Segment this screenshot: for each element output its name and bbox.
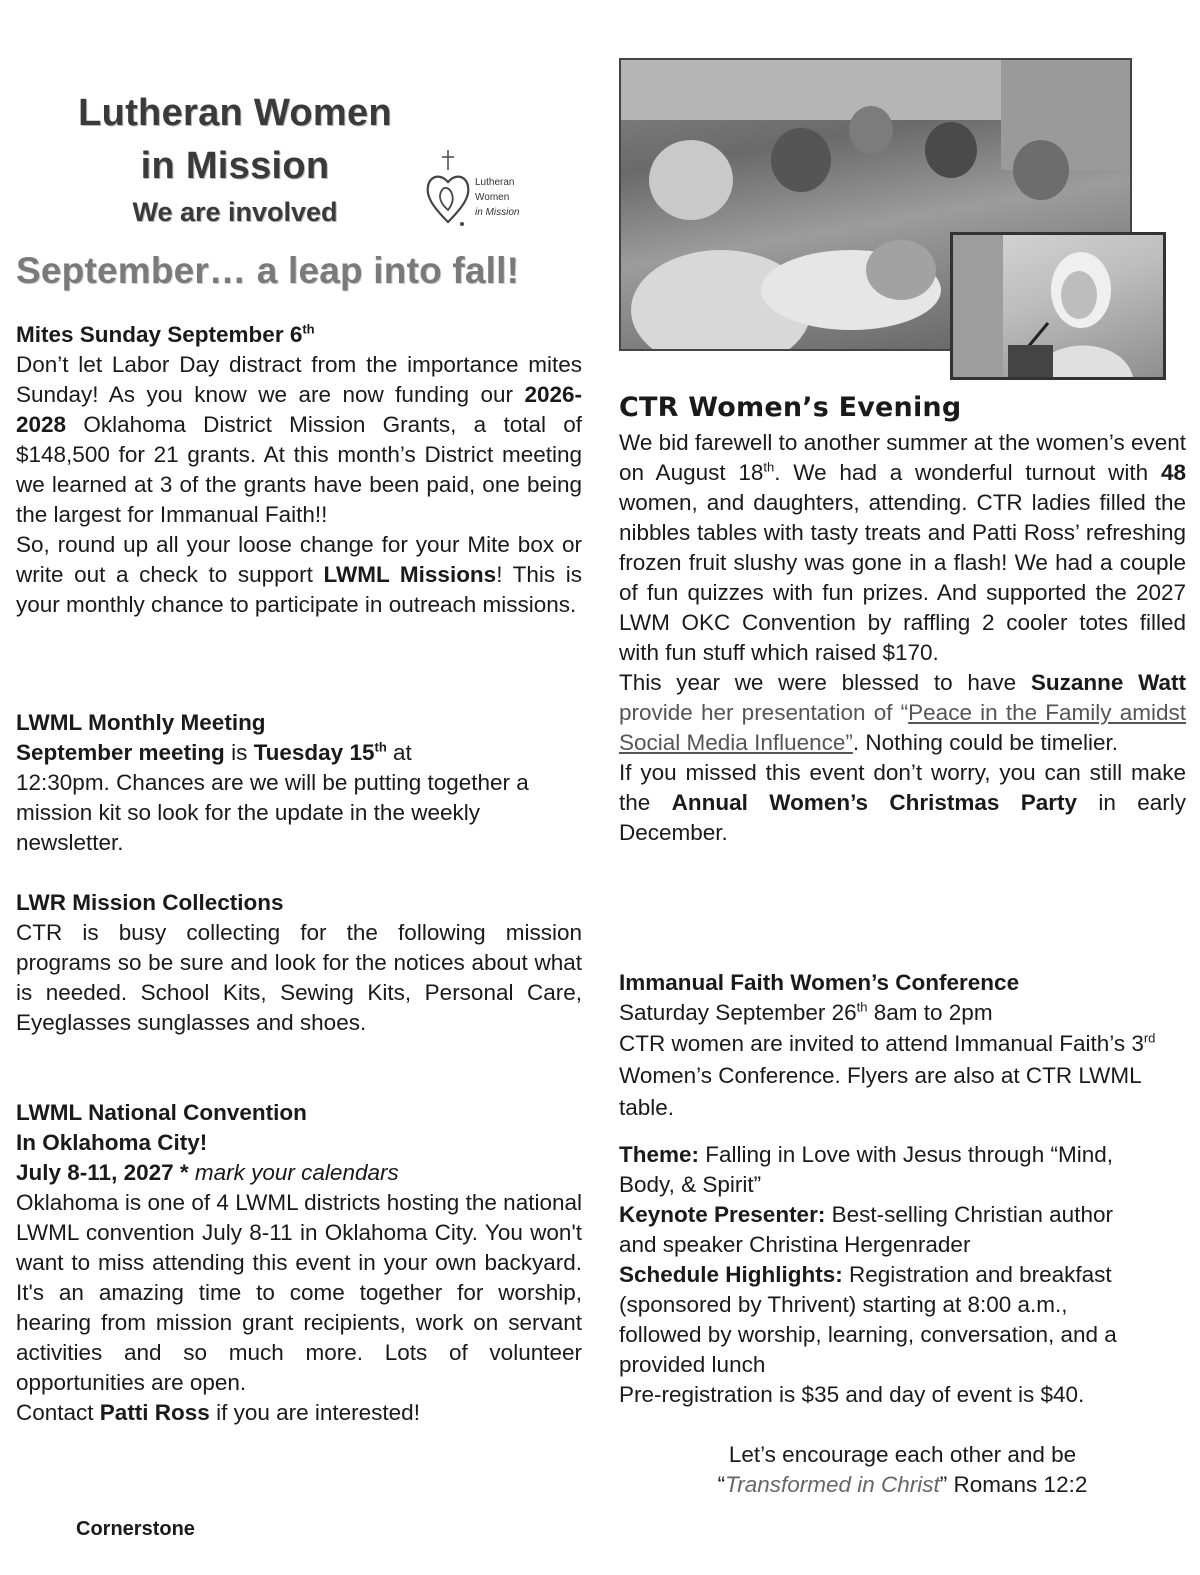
lwr-section [16, 888, 582, 1038]
monthly-end: at [386, 740, 412, 765]
conference-theme [619, 1140, 1119, 1200]
ctr-p1-sup: th [763, 459, 775, 475]
ctr-p1-c: women, and daughters, attending. CTR ladies filled the nibbles tables with tasty treats and Patti Ross’ refreshing frozen fruit slushy was gone in a flash! We had a couple of fun quizzes with fun prizes. And supported the 2027 LWM OKC Convention by raffling 2 cooler totes filled with fun stuff which raised $170. [619, 490, 1186, 665]
masthead-title-line2: in Mission [140, 145, 330, 187]
logo-text-line3: in Mission [475, 207, 520, 218]
ctr-p2-b: provide her presentation of “ [619, 700, 909, 725]
keynote-text: Best-selling Christian author and speaker Christina Hergenrader [619, 1202, 1113, 1257]
conference-invite [619, 1028, 1175, 1124]
ctr-paragraph-2 [619, 668, 1186, 758]
conference-date [619, 998, 1179, 1028]
mites-p1-bold: 2026-2028 [16, 382, 582, 437]
tagline: September… a leap into fall! [16, 250, 520, 291]
theme-text: Falling in Love with Jesus through “Mind, Body, & Spirit” [619, 1142, 1113, 1197]
ctr-paragraph-3 [619, 758, 1186, 848]
schedule-label: Schedule Highlights: [619, 1262, 843, 1287]
ctr-paragraph-1 [619, 428, 1186, 668]
theme-label: Theme: [619, 1142, 700, 1167]
ctr-p3-bold: Annual Women’s Christmas Party [671, 790, 1078, 815]
mites-paragraph-1 [16, 350, 582, 530]
contact-b: if you are interested! [209, 1400, 420, 1425]
monthly-meeting-section [16, 708, 582, 858]
monthly-mid: is [224, 740, 254, 765]
conference-keynote [619, 1200, 1119, 1260]
closing-verse [619, 1440, 1186, 1500]
monthly-bold1: September meeting [16, 740, 225, 765]
ctr-p1-bold: 48 [1160, 460, 1186, 485]
mites-p1-b: Oklahoma District Mission Grants, a total of $148,500 for 21 grants. At this month’s District meeting we learned at 3 of the grants have been paid, one being the largest for Immanual Faith!! [16, 412, 582, 527]
closing-line2 [619, 1470, 1186, 1500]
speaker-photo [950, 232, 1166, 380]
speaker-photo-image [953, 235, 1163, 377]
conference-schedule [619, 1260, 1149, 1380]
logo-text-line2: Women [475, 192, 510, 203]
conference-date-a: Saturday September 26 [619, 1000, 857, 1025]
masthead-subtitle: We are involved [132, 197, 338, 227]
convention-date-bold: July 8-11, 2027 * [16, 1160, 189, 1185]
presentation-title-link[interactable]: Peace in the Family amidst Social Media Influence” [619, 700, 1186, 755]
closing-line1: Let’s encourage each other and be [728, 1442, 1077, 1467]
ctr-p2-a: This year we were blessed to have [619, 670, 1031, 695]
lwr-body: CTR is busy collecting for the following mission programs so be sure and look for the notices about what is needed. School Kits, Sewing Kits, Personal Care, Eyeglasses sunglasses and shoes. [16, 920, 582, 1035]
contact-bold: Patti Ross [99, 1400, 210, 1425]
monthly-sup: th [374, 739, 387, 755]
conference-heading: Immanual Faith Women’s Conference [619, 970, 1020, 995]
convention-section [16, 1098, 582, 1428]
footer-label: Cornerstone [76, 1518, 195, 1540]
conference-invite-b: Women’s Conference. Flyers are also at CTR LWML table. [619, 1063, 1141, 1120]
closing-quote-open: “ [717, 1472, 726, 1497]
convention-date-italic: mark your calendars [188, 1160, 399, 1185]
conference-invite-sup: rd [1143, 1030, 1156, 1046]
monthly-date-line [16, 738, 582, 768]
conference-section [619, 968, 1179, 1410]
convention-body: Oklahoma is one of 4 LWML districts hosting the national LWML convention July 8-11 in Oklahoma City. You won't want to miss attending this event in your own backyard. It's an amazing time to come together for worship, hearing from mission grant recipients, work on servant activities and so much more. Lots of volunteer opportunities are open. [16, 1190, 582, 1395]
ctr-section [619, 390, 1186, 848]
conference-prereg: Pre-registration is $35 and day of event is $40. [619, 1382, 1085, 1407]
convention-contact [16, 1398, 582, 1428]
mites-paragraph-2 [16, 530, 582, 620]
ctr-p3-b: in early December. [619, 790, 1187, 845]
closing-quote-close: ” Romans 12:2 [939, 1472, 1088, 1497]
mites-p1-a: Don’t let Labor Day distract from the importance mites Sunday! As you know we are now funding our [16, 352, 582, 407]
mites-heading-sup: th [302, 321, 315, 337]
contact-a: Contact [16, 1400, 100, 1425]
conference-date-sup: th [856, 999, 868, 1015]
ctr-p1-a: We bid farewell to another summer at the women’s event on August 18 [619, 430, 1186, 485]
masthead [40, 86, 430, 230]
mites-p2-bold: LWML Missions [323, 562, 497, 587]
logo-text [475, 175, 519, 220]
masthead-title-line1: Lutheran Women [78, 92, 392, 134]
ctr-p1-b: . We had a wonderful turnout with [774, 460, 1161, 485]
closing-quote-italic: Transformed in Christ [725, 1472, 940, 1497]
monthly-bold2: Tuesday 15 [253, 740, 375, 765]
mites-p2-a: So, round up all your loose change for your Mite box or write out a check to support [16, 532, 582, 587]
mites-heading-text: Mites Sunday September 6 [16, 322, 303, 347]
keynote-label: Keynote Presenter: [619, 1202, 826, 1227]
ctr-p3-a: If you missed this event don’t worry, you can still make the [619, 760, 1186, 815]
ctr-title: CTR Women’s Evening [619, 392, 962, 423]
mites-p2-b: ! This is your monthly chance to participate in outreach missions. [16, 562, 583, 617]
logo-text-line1: Lutheran [475, 177, 515, 188]
conference-invite-a: CTR women are invited to attend Immanual Faith’s 3 [619, 1031, 1144, 1056]
conference-date-b: 8am to 2pm [867, 1000, 993, 1025]
convention-date [16, 1158, 582, 1188]
ctr-p2-bold: Suzanne Watt [1030, 670, 1186, 695]
monthly-body: 12:30pm. Chances are we will be putting together a mission kit so look for the update in the weekly newsletter. [16, 770, 529, 855]
mites-heading [16, 320, 582, 350]
convention-heading-2: In Oklahoma City! [16, 1130, 208, 1155]
monthly-heading: LWML Monthly Meeting [16, 710, 266, 735]
convention-heading-1: LWML National Convention [16, 1100, 307, 1125]
mites-section [16, 320, 582, 620]
ctr-p2-c: . Nothing could be timelier. [852, 730, 1119, 755]
lwr-heading: LWR Mission Collections [16, 890, 284, 915]
schedule-text: Registration and breakfast (sponsored by Thrivent) starting at 8:00 a.m., followed by worship, learning, conversation, and a provided lunch [619, 1262, 1117, 1377]
